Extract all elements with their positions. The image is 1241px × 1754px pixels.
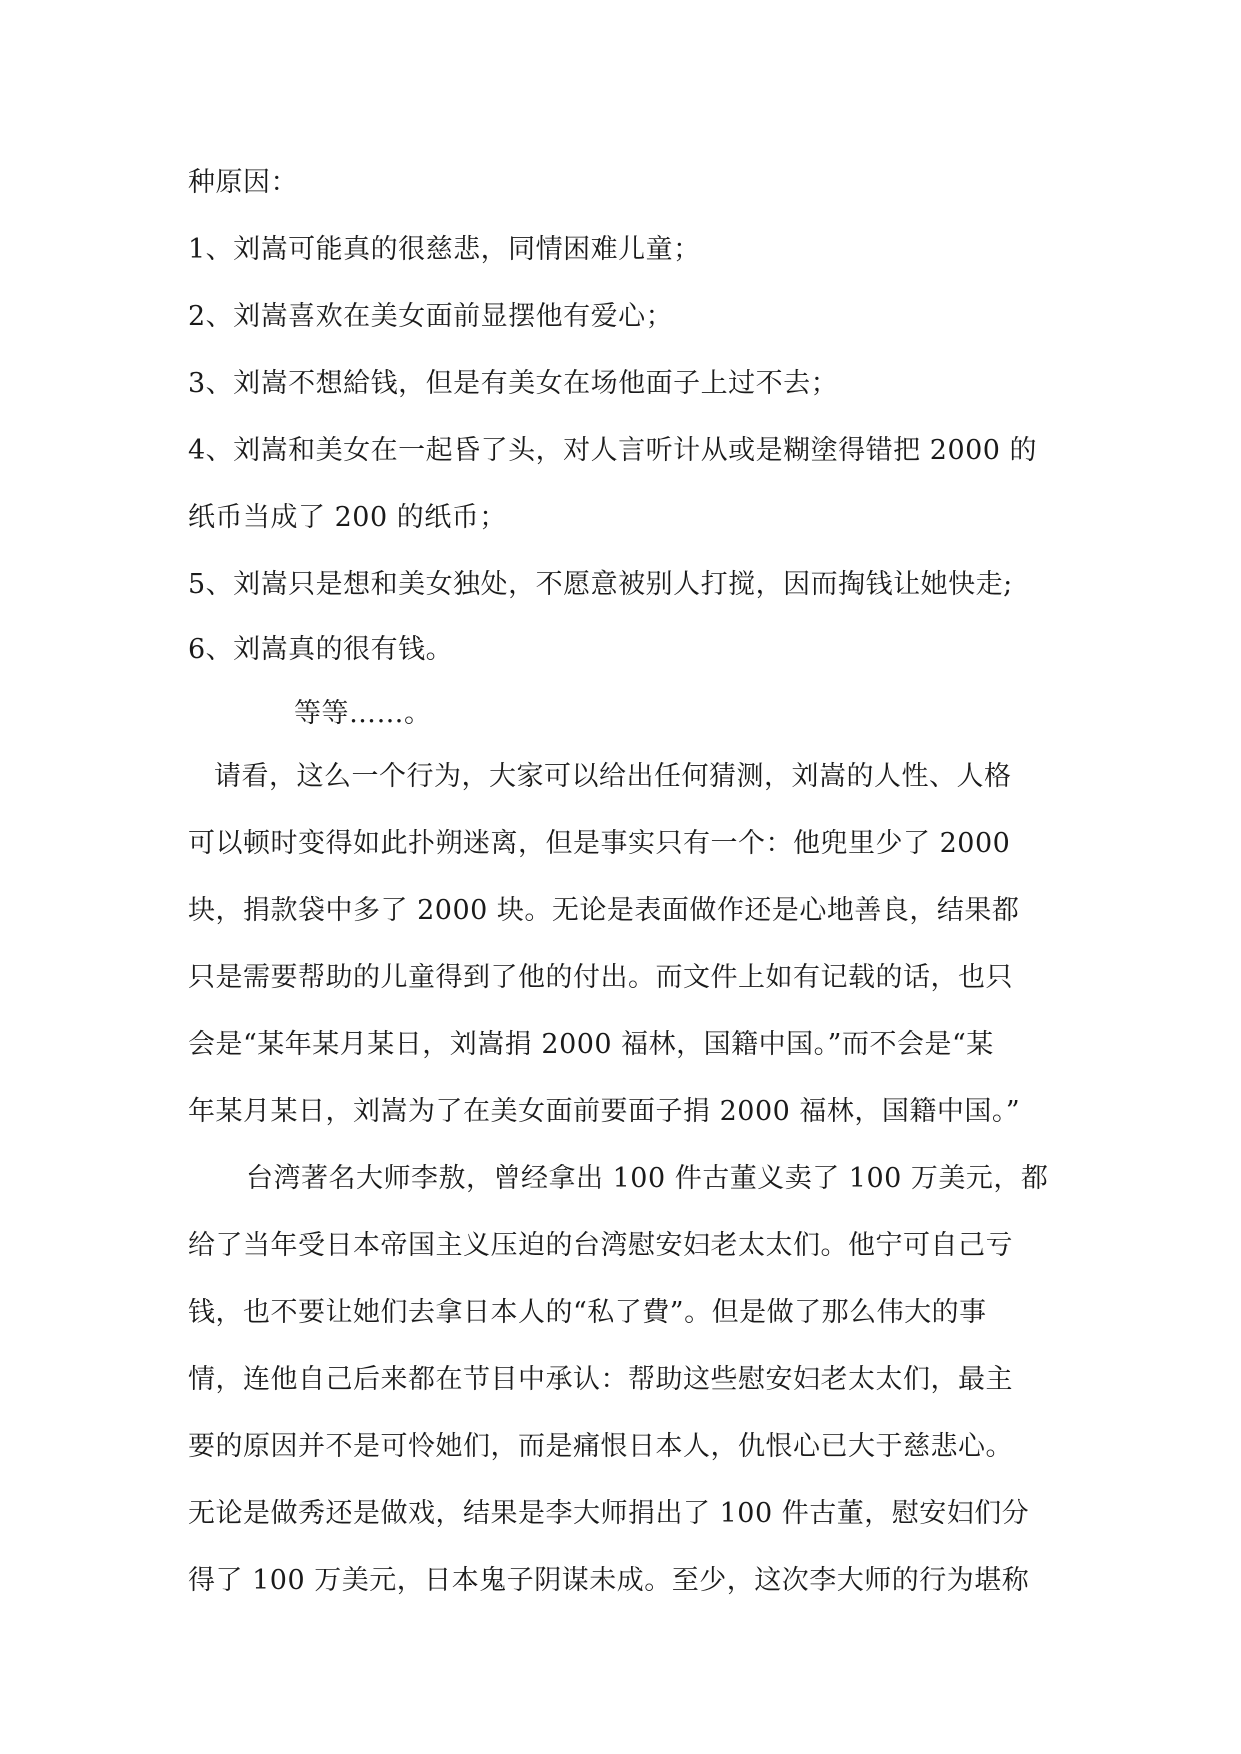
list-item-4-continued: 纸币当成了 200 的纸币；: [188, 502, 507, 533]
list-item-4: 4、刘嵩和美女在一起昏了头，对人言听计从或是糊塗得错把 2000 的: [188, 435, 1038, 466]
paragraph-line: 块，捐款袋中多了 2000 块。无论是表面做作还是心地善良，结果都: [188, 895, 1020, 926]
paragraph-line: 得了 100 万美元，日本鬼子阴谋未成。至少，这次李大师的行为堪称: [188, 1565, 1030, 1596]
text-line: 种原因：: [188, 167, 298, 198]
list-item-6: 6、刘嵩真的很有钱。: [188, 634, 454, 665]
paragraph-line: 台湾著名大师李敖，曾经拿出 100 件古董义卖了 100 万美元，都: [246, 1163, 1049, 1194]
paragraph-line: 给了当年受日本帝国主义压迫的台湾慰安妇老太太们。他宁可自己亏: [188, 1230, 1013, 1261]
list-item-2: 2、刘嵩喜欢在美女面前显摆他有爱心；: [188, 301, 674, 332]
paragraph-line: 无论是做秀还是做戏，结果是李大师捐出了 100 件古董，慰安妇们分: [188, 1498, 1030, 1529]
list-item-1: 1、刘嵩可能真的很慈悲，同情困难儿童；: [188, 234, 701, 265]
paragraph-line: 情，连他自己后来都在节目中承认：帮助这些慰安妇老太太们，最主: [188, 1364, 1013, 1395]
paragraph-line: 年某月某日，刘嵩为了在美女面前要面子捐 2000 福林，国籍中国。”: [188, 1096, 1021, 1127]
list-item-3: 3、刘嵩不想給钱，但是有美女在场他面子上过不去；: [188, 368, 839, 399]
paragraph-line: 请看，这么一个行为，大家可以给出任何猜测，刘嵩的人性、人格: [214, 761, 1012, 792]
paragraph-line: 要的原因并不是可怜她们，而是痛恨日本人，仇恨心已大于慈悲心。: [188, 1431, 1013, 1462]
paragraph-line: 可以顿时变得如此扑朔迷离，但是事实只有一个：他兜里少了 2000: [188, 828, 1011, 859]
paragraph-line: 会是“某年某月某日，刘嵩捐 2000 福林，国籍中国。”而不会是“某: [188, 1029, 994, 1060]
text-line: 等等……。: [294, 698, 432, 729]
list-item-5: 5、刘嵩只是想和美女独处，不愿意被别人打搅，因而掏钱让她快走;: [188, 569, 1013, 600]
paragraph-line: 只是需要帮助的儿童得到了他的付出。而文件上如有记载的话，也只: [188, 962, 1013, 993]
paragraph-line: 钱，也不要让她们去拿日本人的“私了費”。但是做了那么伟大的事: [188, 1297, 987, 1328]
